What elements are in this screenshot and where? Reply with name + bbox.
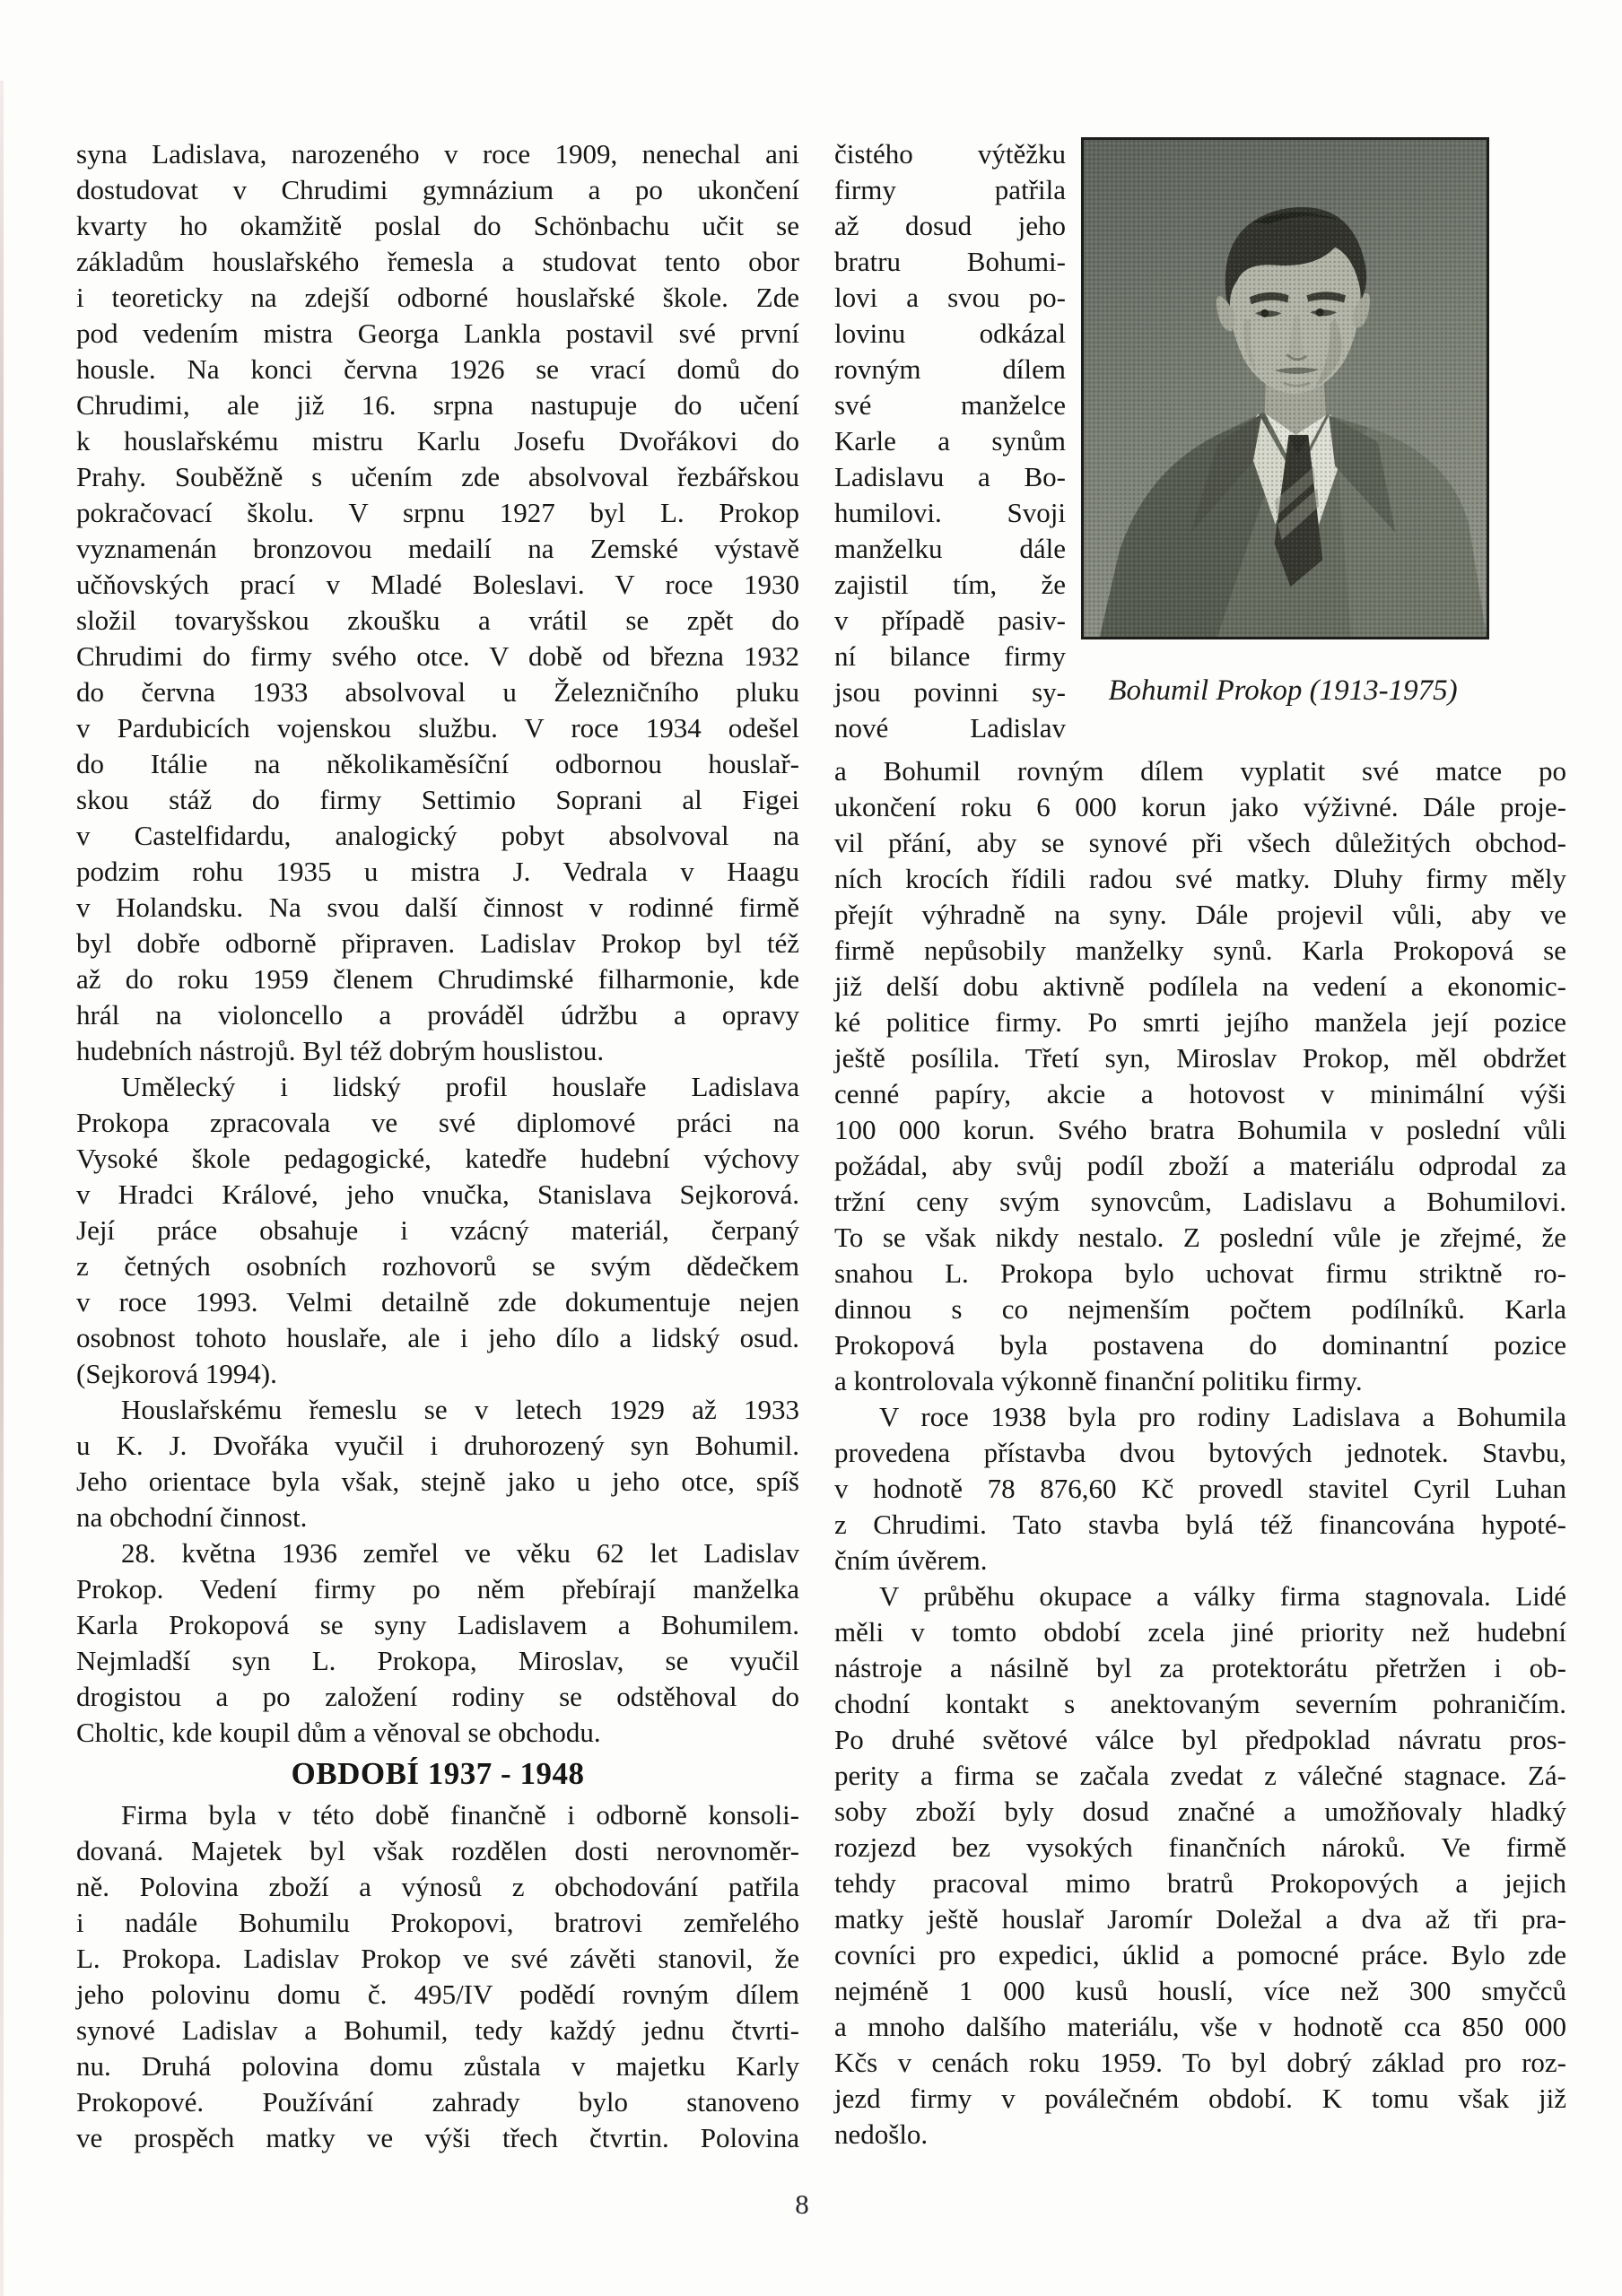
text-line: syna Ladislava, narozeného v roce 1909, nenechal ani	[76, 138, 799, 170]
text-line: vyznamenán bronzovou medailí na Zemské výstavě	[76, 533, 799, 564]
text-line: ně. Polovina zboží a výnosů z obchodování patřila	[76, 1871, 799, 1902]
text-line: Firma byla v této době finančně i odborně konsoli-	[121, 1799, 799, 1831]
text-line: Umělecký i lidský profil houslaře Ladislava	[121, 1071, 799, 1102]
text-line: podzim rohu 1935 u mistra J. Vedrala v Haagu	[76, 856, 799, 887]
text-line: tržní ceny svým synovcům, Ladislavu a Bohumilovi.	[834, 1186, 1566, 1217]
text-line: i teoreticky na zdejší odborné houslařské škole. Zde	[76, 282, 799, 313]
text-line: a mnoho dalšího materiálu, vše v hodnotě cca 850 000	[834, 2011, 1566, 2042]
text-line: dinnou s co nejmenším počtem podílníků. Karla	[834, 1293, 1566, 1325]
text-line: matky ještě houslař Jaromír Doležal a dva až tři pra-	[834, 1903, 1566, 1935]
text-line: 100 000 korun. Svého bratra Bohumila v poslední vůli	[834, 1114, 1566, 1145]
text-line: v hodnotě 78 876,60 Kč provedl stavitel Cyril Luhan	[834, 1473, 1566, 1504]
portrait-illustration	[1084, 140, 1487, 637]
text-line: a kontrolovala výkonně finanční politiku firmy.	[834, 1365, 1363, 1396]
page-number: 8	[795, 2188, 809, 2220]
text-line: pokračovací školu. V srpnu 1927 byl L. Prokop	[76, 497, 799, 528]
text-line: v případě pasiv-	[834, 604, 1066, 636]
text-line: snahou L. Prokopa bylo uchovat firmu striktně ro-	[834, 1257, 1566, 1289]
text-line: drogistou a po založení rodiny se odstěhoval do	[76, 1681, 799, 1712]
text-line: bratru Bohumi-	[834, 246, 1066, 277]
text-line: V roce 1938 byla pro rodiny Ladislava a Bohumila	[879, 1401, 1566, 1432]
text-line: jezd firmy v poválečném období. K tomu však již	[834, 2083, 1566, 2114]
text-line: Chrudimi, ale již 16. srpna nastupuje do učení	[76, 389, 799, 421]
text-line: na obchodní činnost.	[76, 1501, 308, 1533]
text-line: perity a firma se začala zvedat z válečné stagnace. Zá-	[834, 1760, 1566, 1791]
text-line: složil tovaryšskou zkoušku a vrátil se zpět do	[76, 604, 799, 636]
text-line: nu. Druhá polovina domu zůstala v majetku Karly	[76, 2050, 799, 2082]
text-line: hudebních nástrojů. Byl též dobrým houslistou.	[76, 1035, 605, 1066]
text-line: kvarty ho okamžitě poslal do Schönbachu učit se	[76, 210, 799, 241]
text-line: Houslařskému řemeslu se v letech 1929 až 1933	[121, 1394, 799, 1425]
text-line: ké politice firmy. Po smrti jejího manžela její pozice	[834, 1006, 1566, 1038]
text-line: čistého výtěžku	[834, 138, 1066, 170]
text-line: manželku dále	[834, 533, 1066, 564]
text-line: u K. J. Dvořáka vyučil i druhorozený syn Bohumil.	[76, 1430, 799, 1461]
text-line: V průběhu okupace a války firma stagnovala. Lidé	[879, 1580, 1566, 1612]
text-line: To se však nikdy nestalo. Z poslední vůle je zřejmé, že	[834, 1222, 1566, 1253]
text-line: čním úvěrem.	[834, 1544, 988, 1576]
left-text-column	[76, 136, 799, 2156]
text-line: Prokopová byla postavena do dominantní pozice	[834, 1329, 1566, 1361]
text-line: Kčs v cenách roku 1959. To byl dobrý základ pro roz-	[834, 2047, 1566, 2078]
text-line: až do roku 1959 členem Chrudimské filharmonie, kde	[76, 963, 799, 995]
text-line: chodní kontakt s anektovaným severním pohraničím.	[834, 1688, 1566, 1719]
text-line: již delší dobu aktivně podílela na vedení a ekonomic-	[834, 970, 1566, 1002]
text-line: Vysoké škole pedagogické, katedře hudební výchovy	[76, 1143, 799, 1174]
text-line: jeho polovinu domu č. 495/IV podědí rovným dílem	[76, 1979, 799, 2010]
text-line: požádal, aby svůj podíl zboží a materiálu odprodal za	[834, 1150, 1566, 1181]
section-heading: OBDOBÍ 1937 - 1948	[291, 1756, 585, 1791]
text-line: Po druhé světové válce byl předpoklad návratu pros-	[834, 1724, 1566, 1755]
portrait-photo	[1081, 137, 1489, 639]
text-line: covníci pro expedici, úklid a pomocné práce. Bylo zde	[834, 1939, 1566, 1970]
text-line: Ladislavu a Bo-	[834, 461, 1066, 492]
text-line: Její práce obsahuje i vzácný materiál, čerpaný	[76, 1214, 799, 1246]
text-line: cenné papíry, akcie a hotovost v minimální výši	[834, 1078, 1566, 1109]
text-line: L. Prokopa. Ladislav Prokop ve své závěti stanovil, že	[76, 1943, 799, 1974]
text-line: své manželce	[834, 389, 1066, 421]
text-line: Karle a synům	[834, 425, 1066, 457]
text-line: byl dobře odborně připraven. Ladislav Prokop byl též	[76, 927, 799, 959]
text-line: v roce 1993. Velmi detailně zde dokumentuje nejen	[76, 1286, 799, 1318]
text-line: Prahy. Souběžně s učením zde absolvoval řezbářskou	[76, 461, 799, 492]
text-line: lovinu odkázal	[834, 317, 1066, 349]
text-line: rozjezd bez vysokých finančních nároků. Ve firmě	[834, 1831, 1566, 1863]
photo-caption: Bohumil Prokop (1913-1975)	[1108, 674, 1458, 707]
text-line: do Itálie na několikaměsíční odbornou houslař-	[76, 748, 799, 779]
text-line: Choltic, kde koupil dům a věnoval se obchodu.	[76, 1717, 601, 1748]
scan-edge-artifact	[0, 81, 4, 2296]
text-line: Prokopové. Používání zahrady bylo stanoveno	[76, 2086, 799, 2118]
text-line: soby zboží byly dosud značné a umožňovaly hladký	[834, 1796, 1566, 1827]
text-line: osobnost tohoto houslaře, ale i jeho dílo a lidský osud.	[76, 1322, 799, 1353]
text-line: humilovi. Svoji	[834, 497, 1066, 528]
text-line: firmy patřila	[834, 174, 1066, 205]
text-line: až dosud jeho	[834, 210, 1066, 241]
text-line: do června 1933 absolvoval u Železničního pluku	[76, 676, 799, 708]
text-line: Prokopa zpracovala ve své diplomové práci na	[76, 1107, 799, 1138]
text-line: i nadále Bohumilu Prokopovi, bratrovi zemřelého	[76, 1907, 799, 1938]
text-line: Nejmladší syn L. Prokopa, Miroslav, se vyučil	[76, 1645, 799, 1676]
text-line: v Holandsku. Na svou další činnost v rodinné firmě	[76, 891, 799, 923]
text-line: z Chrudimi. Tato stavba bylá též financována hypoté-	[834, 1509, 1566, 1540]
text-line: skou stáž do firmy Settimio Soprani al Figei	[76, 784, 799, 815]
text-line: z četných osobních rozhovorů se svým dědečkem	[76, 1250, 799, 1282]
text-line: vil přání, aby se synové při všech důležitých obchod-	[834, 827, 1566, 858]
right-text-column-full-width	[834, 753, 1566, 2152]
text-line: hrál na violoncello a prováděl údržbu a opravy	[76, 999, 799, 1031]
text-line: rovným dílem	[834, 353, 1066, 385]
text-line: základům houslařského řemesla a studovat tento obor	[76, 246, 799, 277]
text-line: ní bilance firmy	[834, 640, 1066, 672]
text-line: ukončení roku 6 000 korun jako výživné. Dále proje-	[834, 791, 1566, 822]
text-line: nástroje a násilně byl za protektorátu přetržen i ob-	[834, 1652, 1566, 1683]
text-line: přejít výhradně na syny. Dále projevil vůli, aby ve	[834, 899, 1566, 930]
text-line: housle. Na konci června 1926 se vrací domů do	[76, 353, 799, 385]
text-line: měli v tomto období zcela jiné priority než hudební	[834, 1616, 1566, 1648]
text-line: nedošlo.	[834, 2118, 929, 2150]
text-line: učňovských prací v Mladé Boleslavi. V roce 1930	[76, 569, 799, 600]
text-line: nové Ladislav	[834, 712, 1066, 744]
text-line: nejméně 1 000 kusů houslí, více než 300 smyčců	[834, 1975, 1566, 2006]
text-line: v Pardubicích vojenskou službu. V roce 1934 odešel	[76, 712, 799, 744]
text-line: lovi a svou po-	[834, 282, 1066, 313]
text-line: ních krocích řídili radou své matky. Dluhy firmy měly	[834, 863, 1566, 894]
text-line: v Hradci Králové, jeho vnučka, Stanislava Sejkorová.	[76, 1178, 799, 1210]
text-line: provedena přístavba dvou bytových jednotek. Stavbu,	[834, 1437, 1566, 1468]
text-line: a Bohumil rovným dílem vyplatit své matce po	[834, 755, 1566, 787]
text-line: synové Ladislav a Bohumil, tedy každý jednu čtvrti-	[76, 2014, 799, 2046]
text-line: v Castelfidardu, analogický pobyt absolvoval na	[76, 820, 799, 851]
text-line: zajistil tím, že	[834, 569, 1066, 600]
text-line: tehdy pracoval mimo bratrů Prokopových a jejich	[834, 1867, 1566, 1899]
text-line: firmě nepůsobily manželky synů. Karla Prokopová se	[834, 935, 1566, 966]
text-line: jsou povinni sy-	[834, 676, 1066, 708]
text-line: pod vedením mistra Georga Lankla postavil své první	[76, 317, 799, 349]
text-line: Prokop. Vedení firmy po něm přebírají manželka	[76, 1573, 799, 1605]
text-line: dostudovat v Chrudimi gymnázium a po ukončení	[76, 174, 799, 205]
text-line: (Sejkorová 1994).	[76, 1358, 277, 1389]
text-line: dovaná. Majetek byl však rozdělen dosti nerovnoměr-	[76, 1835, 799, 1866]
right-text-column-beside-photo	[834, 136, 1066, 746]
text-line: Chrudimi do firmy svého otce. V době od března 1932	[76, 640, 799, 672]
text-line: Jeho orientace byla však, stejně jako u jeho otce, spíš	[76, 1465, 799, 1497]
text-line: 28. května 1936 zemřel ve věku 62 let Ladislav	[121, 1537, 799, 1569]
text-line: ve prospěch matky ve výši třech čtvrtin. Polovina	[76, 2122, 799, 2153]
text-line: ještě posílila. Třetí syn, Miroslav Prokop, měl obdržet	[834, 1042, 1566, 1074]
text-line: k houslařskému mistru Karlu Josefu Dvořákovi do	[76, 425, 799, 457]
text-line: Karla Prokopová se syny Ladislavem a Bohumilem.	[76, 1609, 799, 1640]
